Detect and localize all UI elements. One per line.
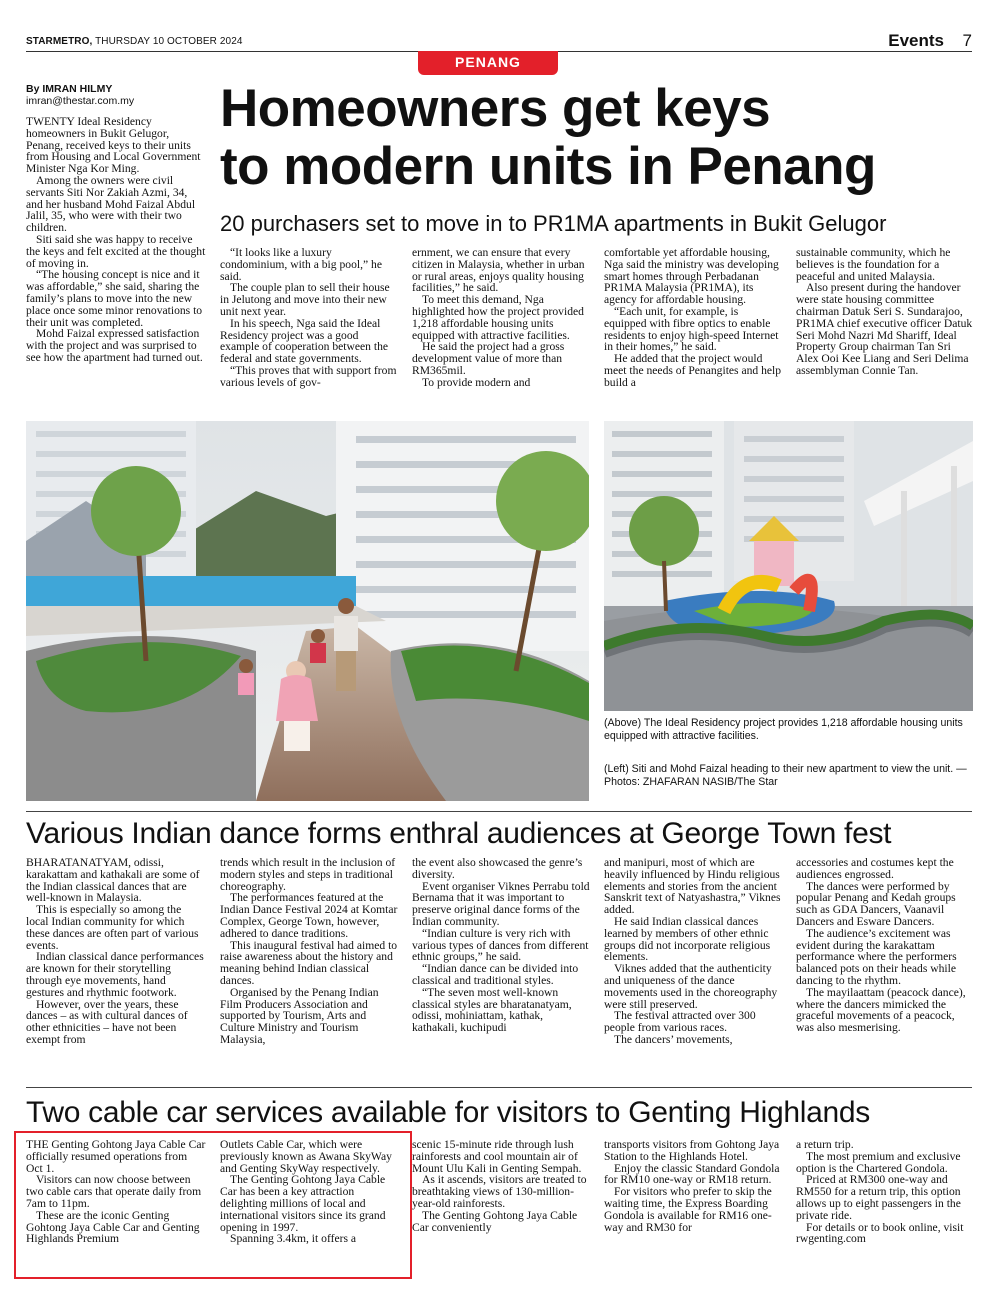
paragraph: comfortable yet affordable housing, Nga said the ministry was developing smart homes through Perbadanan PR1MA Malaysia (PR1MA), its agency for affordable housing. bbox=[604, 246, 779, 307]
caption-above: (Above) The Ideal Residency project provides 1,218 affordable housing units equipped with attractive facilities. bbox=[604, 717, 963, 742]
page-number: 7 bbox=[962, 31, 972, 50]
paragraph: BHARATANATYAM, odissi, karakattam and kathakali are some of the Indian classical dances that are well-known in Malaysia. bbox=[26, 856, 200, 905]
paragraph: ernment, we can ensure that every citizen in Malaysia, whether in urban or rural areas, enjoys quality housing facilities,” he said. bbox=[412, 246, 585, 295]
paragraph: The festival attracted over 300 people from various races. bbox=[604, 1009, 756, 1035]
story3-column-5 bbox=[796, 1139, 974, 1245]
author-email: imran@thestar.com.my bbox=[26, 95, 135, 107]
paragraph: Event organiser Viknes Perrabu told Bernama that it was important to preserve original dance forms of the Indian community. bbox=[412, 879, 590, 928]
story2-column-1 bbox=[26, 857, 206, 1046]
headline-line-1: Homeowners get keys bbox=[220, 79, 771, 138]
paragraph: Mohd Faizal expressed satisfaction with the project and was surprised to see how the apartment had turned out. bbox=[26, 327, 203, 364]
paragraph: and manipuri, most of which are heavily influenced by Hindu religious elements and stories from the ancient Sanskrit text of Natyashastra,” Viknes added. bbox=[604, 856, 781, 917]
story2-headline: Various Indian dance forms enthral audiences at George Town fest bbox=[26, 817, 892, 850]
story1-column-5 bbox=[796, 247, 974, 377]
paragraph: “Each unit, for example, is equipped with fibre optics to enable residents to enjoy high-speed Internet in their homes,” he said. bbox=[604, 304, 779, 354]
paragraph: Spanning 3.4km, it offers a bbox=[230, 1232, 357, 1246]
paragraph: To provide modern and bbox=[422, 375, 531, 389]
story3-column-3 bbox=[412, 1139, 590, 1233]
paragraph: Viknes added that the authenticity and uniqueness of the dance movements used in the choreography were still preserved. bbox=[604, 962, 778, 1011]
story1-column-2 bbox=[220, 247, 398, 389]
paragraph: The audience’s excitement was evident during the karakattam performance where the performers balanced pots on their heads while dancing to the rhythm. bbox=[796, 926, 957, 987]
photo-family-walkway bbox=[26, 421, 589, 801]
story2-column-5 bbox=[796, 857, 974, 1034]
paragraph: “Indian dance can be divided into classical and traditional styles. bbox=[412, 962, 579, 987]
paragraph: sustainable community, which he believes is the foundation for a peaceful and united Malaysia. bbox=[796, 246, 951, 283]
paragraph: The dances were performed by popular Penang and Kedah groups such as GDA Dancers, Vaanavil Dancers and Esware Dancers. bbox=[796, 879, 956, 928]
paragraph: The dancers’ movements, bbox=[614, 1032, 733, 1046]
paragraph: “This proves that with support from various levels of gov- bbox=[220, 363, 397, 389]
paragraph: Indian classical dance performances are known for their storytelling through eye movements, hand gestures and rhythmic footwork. bbox=[26, 950, 204, 999]
paragraph: The couple plan to sell their house in Jelutong and move into their new unit next year. bbox=[220, 281, 390, 318]
paragraph: To meet this demand, Nga highlighted how the project provided 1,218 affordable housing units equipped with attractive facilities. bbox=[412, 293, 584, 342]
story3-column-2 bbox=[220, 1139, 398, 1245]
section-tag: PENANG bbox=[418, 51, 558, 75]
story2-column-2 bbox=[220, 857, 398, 1046]
story3-headline: Two cable car services available for visitors to Genting Highlands bbox=[26, 1096, 870, 1129]
paragraph: He said Indian classical dances learned by members of other ethnic groups did not incorporate religious elements. bbox=[604, 914, 771, 964]
paragraph: The mayilaattam (peacock dance), where the dancers mimicked the graceful movements of a peacock, was also mesmerising. bbox=[796, 985, 966, 1035]
paragraph: However, over the years, these dances – as with cultural dances of other ethnicities – have not been exempt from bbox=[26, 997, 188, 1046]
paragraph: For visitors who prefer to skip the waiting time, the Express Boarding Gondola is available for RM16 one-way and RM30 for bbox=[604, 1185, 772, 1234]
paragraph: Also present during the handover were state housing committee chairman Datuk Seri S. Sundarajoo, PR1MA chief executive officer Datuk Seri Mohd Nazri Md Shariff, Ideal Property Group chairman Tan Sri Alex Ooi Kee Liang and Seri Delima assemblyman Connie Tan. bbox=[796, 281, 973, 377]
section-divider bbox=[26, 1087, 972, 1088]
paragraph: Among the owners were civil servants Siti Nor Zakiah Azmi, 34, and her husband Mohd Faizal Abdul Jalil, 35, who were with their two children. bbox=[26, 173, 196, 235]
paragraph: These are the iconic Genting Gohtong Jaya Cable Car and Genting Highlands Premium bbox=[26, 1208, 200, 1246]
masthead-brand: STARMETRO, bbox=[26, 36, 93, 47]
section-name: Events bbox=[888, 31, 944, 50]
photo-playground bbox=[604, 421, 973, 711]
paragraph: Siti said she was happy to receive the keys and felt excited at the thought of moving in. bbox=[26, 232, 206, 270]
paragraph: scenic 15-minute ride through lush rainforests and cool mountain air of Mount Ulu Kali in Genting Sempah. bbox=[412, 1138, 582, 1175]
paragraph: The performances featured at the Indian Dance Festival 2024 at Komtar Complex, George Town, however, adhered to dance traditions. bbox=[220, 891, 398, 940]
paragraph: He added that the project would meet the needs of Penangites and help build a bbox=[604, 352, 782, 389]
paragraph: For details or to book online, visit rwgenting.com bbox=[796, 1220, 964, 1246]
paragraph: the event also showcased the genre’s diversity. bbox=[412, 856, 583, 881]
paragraph: In his speech, Nga said the Ideal Residency project was a good example of cooperation between the federal and state governments. bbox=[220, 316, 389, 366]
story1-column-3 bbox=[412, 247, 590, 389]
paragraph: “Indian culture is very rich with various types of dances from different ethnic groups,” he said. bbox=[412, 926, 589, 964]
paragraph: This inaugural festival had aimed to raise awareness about the history and meaning behind Indian classical dances. bbox=[220, 938, 398, 987]
paragraph: “The seven most well-known classical styles are bharatanatyam, odissi, mohiniattam, kathak, kathakali, kuchipudi bbox=[412, 985, 572, 1035]
paragraph: “It looks like a luxury condominium, with a big pool,” he said. bbox=[220, 246, 382, 283]
paragraph: Visitors can now choose between two cable cars that operate daily from 7am to 11pm. bbox=[26, 1173, 202, 1210]
byline: By IMRAN HILMY bbox=[26, 83, 113, 95]
paragraph: Organised by the Penang Indian Film Producers Association and supported by Tourism, Arts and Culture Ministry and Tourism Malaysia, bbox=[220, 985, 379, 1046]
caption-left: (Left) Siti and Mohd Faizal heading to their new apartment to view the unit. — Photos: ZHAFARAN NASIB/The Star bbox=[604, 763, 967, 788]
photo-playground-image bbox=[604, 421, 973, 711]
paragraph: THE Genting Gohtong Jaya Cable Car officially resumed operations from Oct 1. bbox=[26, 1138, 206, 1175]
subheadline: 20 purchasers set to move in to PR1MA apartments in Bukit Gelugor bbox=[220, 211, 887, 236]
story3-column-4 bbox=[604, 1139, 782, 1233]
masthead bbox=[26, 36, 243, 47]
paragraph: Priced at RM300 one-way and RM550 for a return trip, this option allows up to eight passengers in the private ride. bbox=[796, 1173, 961, 1222]
paragraph: This is especially so among the local Indian community for which these dances are often part of various events. bbox=[26, 903, 199, 952]
paragraph: The most premium and exclusive option is the Chartered Gondola. bbox=[796, 1149, 961, 1175]
story1-column-4 bbox=[604, 247, 782, 389]
paragraph: accessories and costumes kept the audiences engrossed. bbox=[796, 856, 954, 881]
paragraph: The Genting Gohtong Jaya Cable Car conveniently bbox=[412, 1208, 578, 1234]
paragraph: “The housing concept is nice and it was affordable,” she said, sharing the family’s plans to move into the new place once some minor renovations to their unit was completed. bbox=[26, 268, 203, 329]
paragraph: a return trip. bbox=[796, 1138, 854, 1151]
story2-column-4 bbox=[604, 857, 782, 1046]
paragraph: Outlets Cable Car, which were previously known as Awana SkyWay and Genting SkyWay respectively. bbox=[220, 1138, 392, 1175]
paragraph: TWENTY Ideal Residency homeowners in Bukit Gelugor, Penang, received keys to their units from Housing and Local Government Minister Nga Kor Ming. bbox=[26, 115, 201, 176]
paragraph: As it ascends, visitors are treated to breathtaking views of 130-million-year-old rainforests. bbox=[412, 1173, 587, 1210]
paragraph: transports visitors from Gohtong Jaya Station to the Highlands Hotel. bbox=[604, 1138, 780, 1163]
masthead-date: THURSDAY 10 OCTOBER 2024 bbox=[95, 36, 243, 47]
photo-family-walkway-image bbox=[26, 421, 589, 801]
story2-column-3 bbox=[412, 857, 590, 1034]
story3-column-1 bbox=[26, 1139, 206, 1245]
paragraph: Enjoy the classic Standard Gondola for RM10 one-way or RM18 return. bbox=[604, 1161, 780, 1187]
paragraph: trends which result in the inclusion of modern styles and steps in traditional choreography. bbox=[220, 856, 396, 893]
section-divider bbox=[26, 811, 972, 812]
paragraph: He said the project had a gross development value of more than RM365mil. bbox=[412, 340, 565, 377]
headline bbox=[220, 80, 980, 196]
headline-line-2: to modern units in Penang bbox=[220, 137, 876, 196]
paragraph: The Genting Gohtong Jaya Cable Car has been a key attraction delighting millions of local and international visitors since its grand opening in 1997. bbox=[220, 1173, 386, 1234]
story1-column-1 bbox=[26, 116, 206, 364]
